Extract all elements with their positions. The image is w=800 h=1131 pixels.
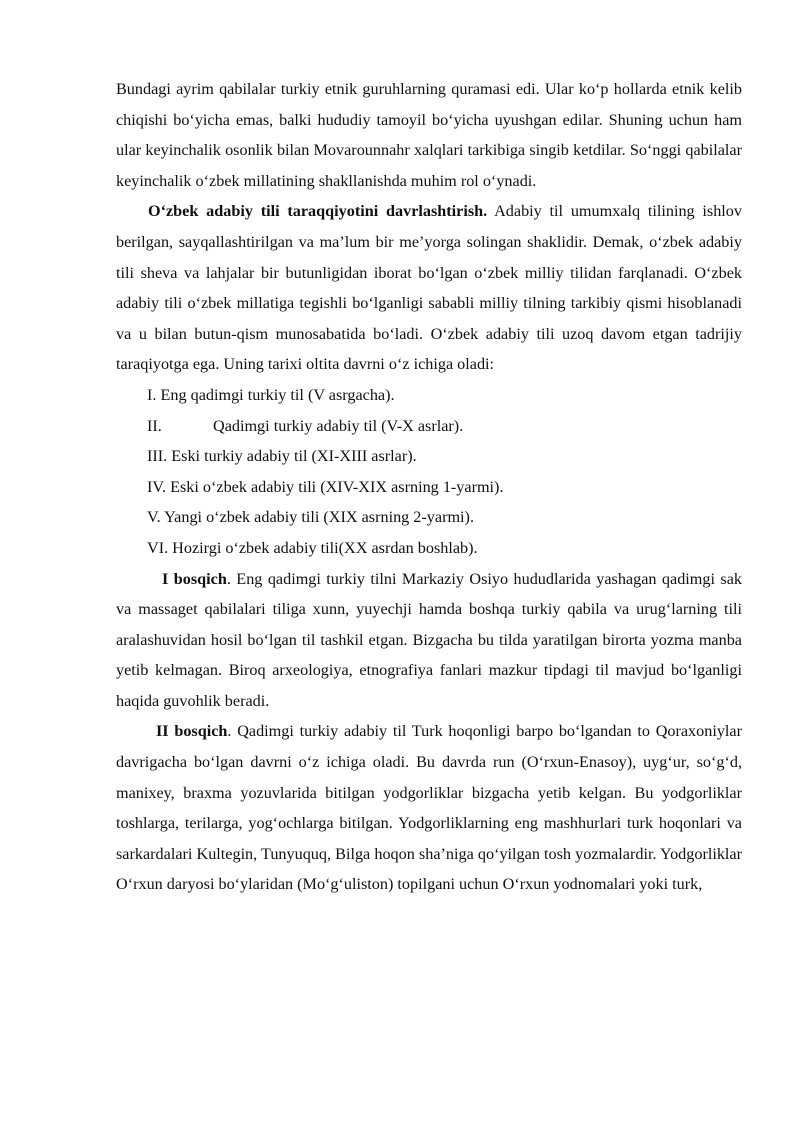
period-list-item: IV. Eski oʻzbek adabiy tili (XIV-XIX asrning 1-yarmi). [147, 477, 504, 496]
paragraph-periodization [116, 196, 742, 380]
stage-one-heading: I bosqich [162, 569, 227, 588]
period-list-item: VI. Hozirgi oʻzbek adabiy tili(XX asrdan boshlab). [147, 538, 478, 557]
period-list-item [116, 411, 742, 442]
section-heading-periodization: Oʻzbek adabiy tili taraqqiyotini davrlashtirish. [148, 202, 488, 221]
period-list-number: II. [147, 416, 162, 435]
paragraph-tribes: Bundagi ayrim qabilalar turkiy etnik guruhlarning quramasi edi. Ular koʻp hollarda etnik kelib chiqishi boʻyicha emas, balki hududiy tamoyil boʻyicha uyushgan edilar. Shuning uchun ham ular keyinchalik osonlik bilan Movarounnahr xalqlari tarkibiga singib ketdilar. Soʻnggi qabilalar keyinchalik oʻzbek millatining shakllanishda muhim rol oʻynadi. [116, 80, 742, 190]
paragraph-periodization-body: Adabiy til umumxalq tilining ishlov berilgan, sayqallashtirilgan va ma’lum bir me’yorga solingan shaklidir. Demak, oʻzbek adabiy tili sheva va lahjalar bir butunligidan iborat boʻlgan oʻzbek milliy tilidan farqlanadi. Oʻzbek adabiy tili oʻzbek millatiga tegishli boʻlganligi sababli milliy tilning tarkibiy qismi hisoblanadi va u bilan butun-qism munosabatida boʻladi. Oʻzbek adabiy tili uzoq davom etgan tadrijiy taraqiyotga ega. Uning tarixi oltita davrni oʻz ichiga oladi: [116, 202, 742, 374]
period-list-item: V. Yangi oʻzbek adabiy tili (XIX asrning 2-yarmi). [147, 508, 474, 527]
paragraph-stage-two [116, 716, 742, 900]
period-list-text: Qadimgi turkiy adabiy til (V-X asrlar). [213, 416, 464, 435]
paragraph-stage-one [116, 564, 742, 717]
paragraph-stage-one-body: . Eng qadimgi turkiy tilni Markaziy Osiyo hududlarida yashagan qadimgi sak va massaget qabilalari tiliga xunn, yuyechji hamda boshqa turkiy qabila va urugʻlarning tili aralashuvidan hosil boʻlgan til tashkil etgan. Bizgacha bu tilda yaratilgan birorta yozma manba yetib kelmagan. Biroq arxeologiya, etnografiya fanlari mazkur tipdagi til mavjud boʻlganligi haqida guvohlik beradi. [116, 569, 742, 710]
stage-two-heading: II bosqich [156, 722, 228, 741]
period-list-item: III. Eski turkiy adabiy til (XI-XIII asrlar). [147, 447, 417, 466]
paragraph-stage-two-body: . Qadimgi turkiy adabiy til Turk hoqonligi barpo boʻlgandan to Qoraxoniylar davrigacha boʻlgan davrni oʻz ichiga oladi. Bu davrda run (Oʻrxun-Enasoy), uygʻur, soʻgʻd, manixey, braxma yozuvlarida bitilgan yodgorliklar bizgacha yetib kelgan. Bu yodgorliklar toshlarga, terilarga, yogʻochlarga bitilgan. Yodgorliklarning eng mashhurlari turk hoqonlari va sarkardalari Kultegin, Tunyuquq, Bilga hoqon sha’niga qoʻyilgan tosh yozmalardir. Yodgorliklar Oʻrxun daryosi boʻylaridan (Moʻgʻuliston) topilgani uchun Oʻrxun yodnomalari yoki turk, [116, 722, 742, 894]
period-list-item: I. Eng qadimgi turkiy til (V asrgacha). [147, 385, 395, 404]
document-page [116, 74, 742, 900]
